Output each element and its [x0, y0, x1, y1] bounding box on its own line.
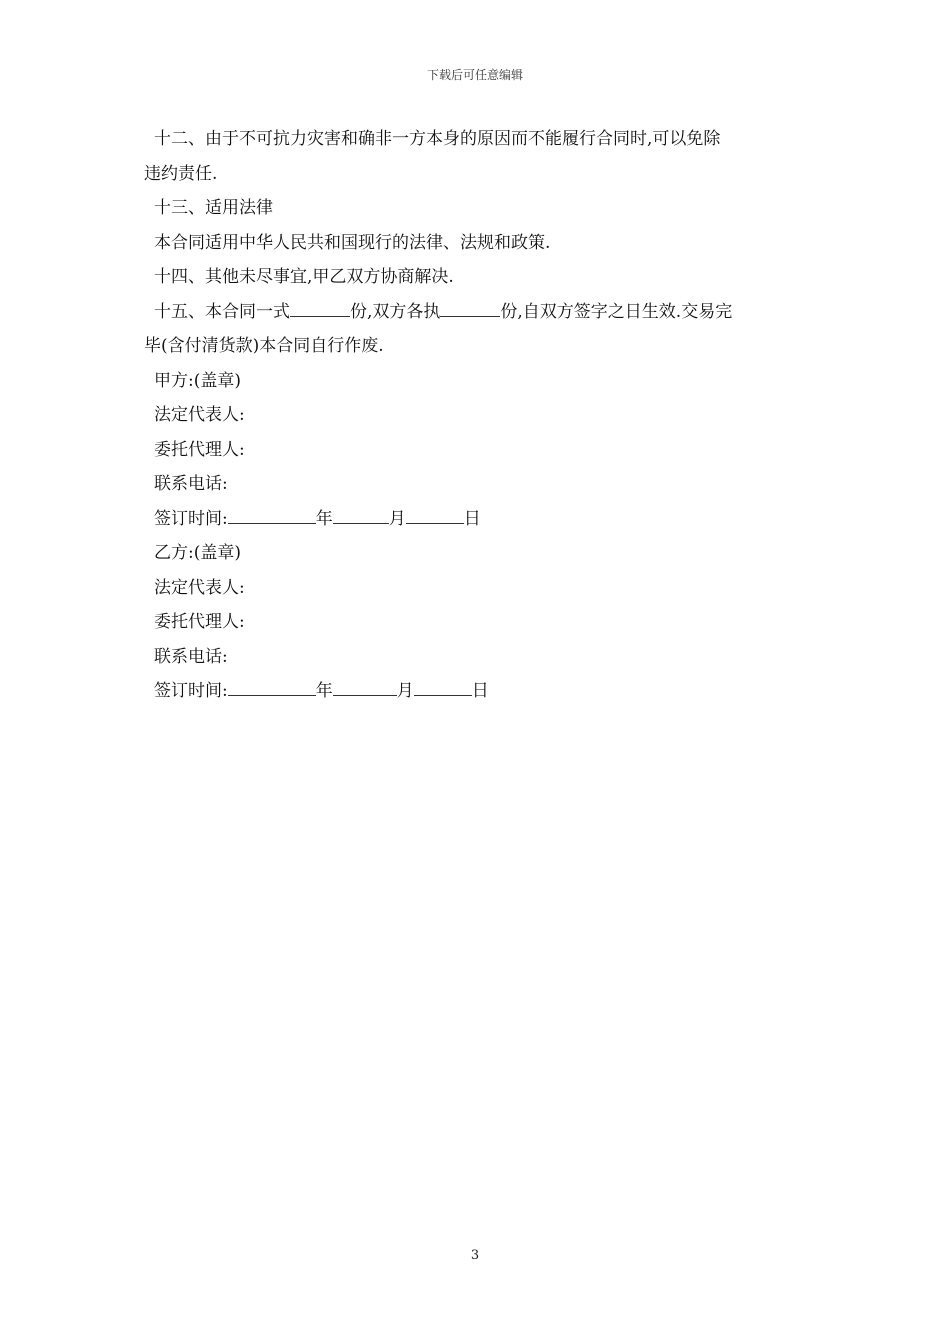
party-a-title: 甲方:(盖章)	[154, 370, 241, 391]
party-a-phone: 联系电话:	[154, 474, 228, 494]
page-number: 3	[470, 1248, 480, 1263]
party-b-year-label: 年	[315, 681, 333, 701]
party-b-month-label: 月	[396, 681, 414, 701]
party-a-year-blank	[228, 509, 316, 524]
party-a-month-label: 月	[388, 508, 406, 529]
clause-12-line-2: 违约责任.	[144, 163, 218, 184]
party-b-sign-date	[144, 674, 804, 709]
clause-15-text-b: 份,双方各执	[350, 301, 441, 322]
party-a-sign-date	[144, 502, 804, 537]
clause-15-text-c: 份,自双方签字之日生效.交易完	[500, 301, 733, 322]
clause-15-line-1	[144, 295, 804, 330]
party-b-day-label: 日	[471, 681, 489, 701]
party-b-agent: 委托代理人:	[154, 612, 245, 632]
clause-13-body: 本合同适用中华人民共和国现行的法律、法规和政策.	[154, 232, 551, 253]
party-b-title: 乙方:(盖章)	[154, 543, 241, 563]
clause-15-text-a: 十五、本合同一式	[154, 301, 290, 322]
clause-12-line-1: 十二、由于不可抗力灾害和确非一方本身的原因而不能履行合同时,可以免除	[154, 129, 721, 149]
party-a-day-label: 日	[463, 508, 481, 529]
copies-total-blank	[290, 302, 350, 317]
party-a-day-blank	[406, 509, 464, 524]
page-header: 下载后可任意编辑	[426, 68, 523, 82]
clause-15-line-2: 毕(含付清货款)本合同自行作废.	[144, 336, 384, 356]
clause-14: 十四、其他未尽事宜,甲乙双方协商解决.	[154, 267, 454, 287]
party-a-sign-label: 签订时间:	[154, 508, 228, 529]
party-a-agent: 委托代理人:	[154, 439, 245, 460]
party-a-legal-rep: 法定代表人:	[154, 405, 245, 425]
copies-each-blank	[440, 302, 500, 317]
party-b-legal-rep: 法定代表人:	[154, 577, 245, 598]
clause-13-title: 十三、适用法律	[154, 198, 273, 218]
document-body	[144, 122, 804, 709]
party-a-month-blank	[333, 509, 389, 524]
party-b-day-blank	[414, 681, 472, 696]
party-b-sign-label: 签订时间:	[154, 681, 228, 701]
party-b-month-blank	[333, 681, 397, 696]
party-a-year-label: 年	[315, 508, 333, 529]
party-b-year-blank	[228, 681, 316, 696]
party-b-phone: 联系电话:	[154, 646, 228, 667]
